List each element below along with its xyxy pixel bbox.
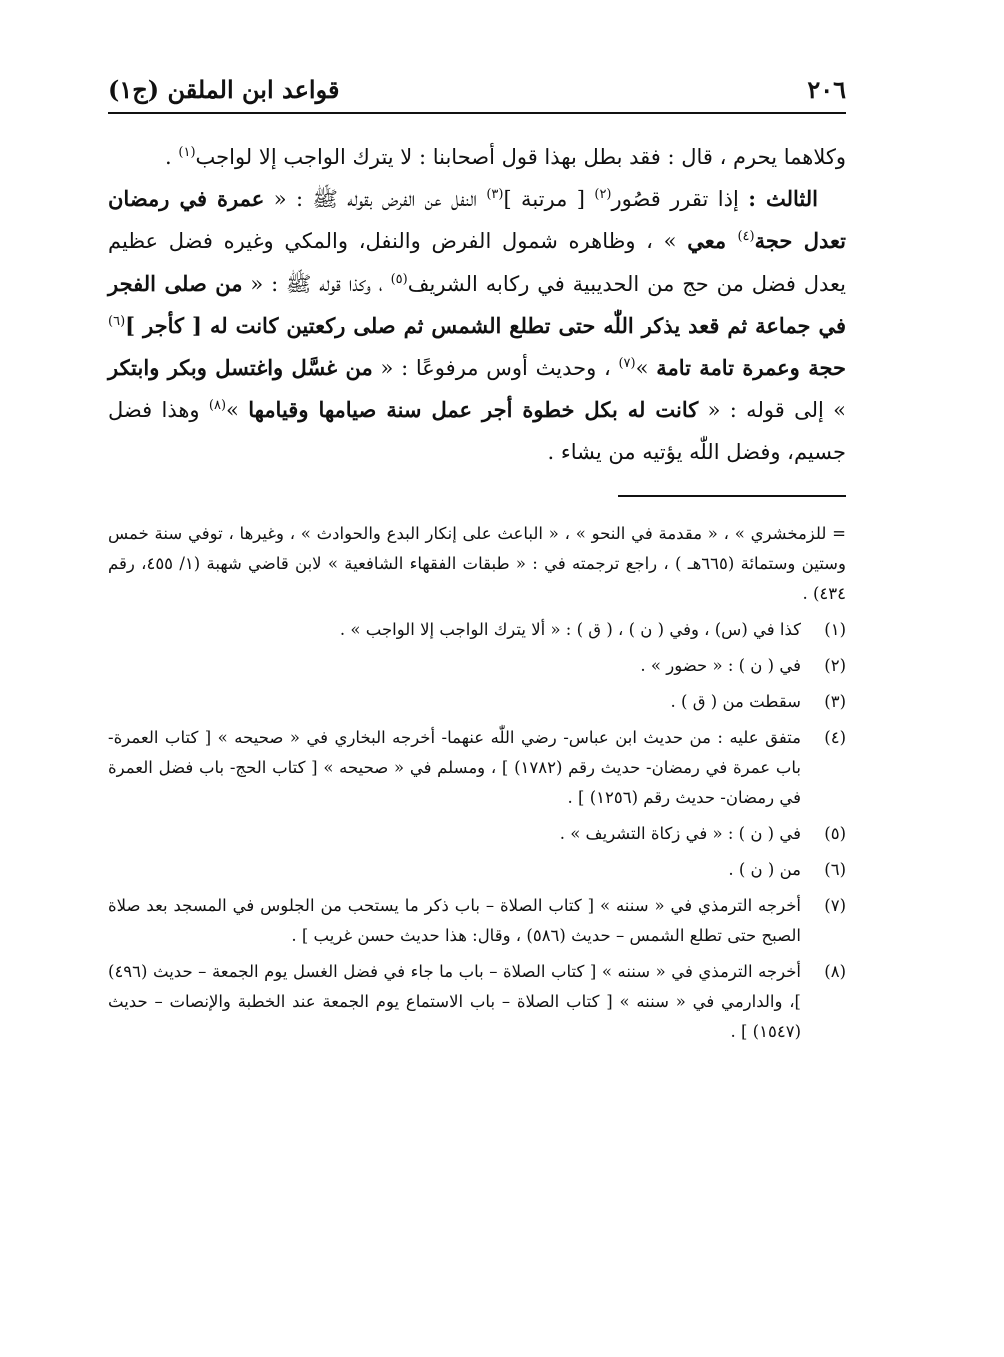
footnote-text: أخرجه الترمذي في « سننه » [ كتاب الصلاة – باب ذكر ما يستحب من الجلوس في المسجد بعد صلاة الصبح حتى تطلع الشمس – حديث (٥٨٦) ، وقال: هذا حديث حسن غريب ] .: [108, 895, 801, 945]
page-number: ٢٠٦: [807, 74, 846, 104]
footnote-number: (٣): [824, 691, 846, 711]
footnote-number: (٤): [824, 727, 846, 747]
footnote: [108, 615, 846, 645]
text-run: » ، وظاهره شمول الفرض والنفل، والمكي وغيره فضل عظيم يعدل فضل من حج من الحديبية في ركابه الشريف: [108, 229, 846, 296]
hadith-quote: معي: [687, 228, 738, 254]
text-run: »: [635, 356, 657, 381]
text-run: »: [226, 398, 249, 423]
paragraph-1: [108, 136, 846, 178]
footnotes: [108, 519, 846, 1047]
text-run: .: [165, 145, 179, 169]
text-run: إذا تقرر قصُور: [611, 187, 749, 212]
footnote: [108, 687, 846, 717]
footnote-text: أخرجه الترمذي في « سننه » [ كتاب الصلاة – باب ما جاء في فضل الغسل يوم الجمعة – حديث (٤٩٦) ]، والدارمي في « سننه » [ كتاب الصلاة – باب الاستماع يوم الجمعة عند الخطبة والإنصات – حديث (١٥٤٧) ] .: [108, 961, 801, 1041]
footnote-ref: (٥): [390, 271, 408, 287]
footnote-text: سقطت من ( ق ) .: [670, 691, 801, 711]
footnote: [108, 651, 846, 681]
paragraph-2: [108, 178, 846, 473]
footnote-number: (١): [824, 619, 846, 639]
footnote-separator: [618, 495, 846, 497]
book-page: [108, 66, 846, 1053]
footnote-number: (٦): [824, 859, 846, 879]
footnote-text: متفق عليه : من حديث ابن عباس- رضي اللّٰه عنهما- أخرجه البخاري في « صحيحه » [ كتاب العمرة- باب عمرة في رمضان- حديث رقم (١٧٨٢) ] ، ومسلم في « صحيحه » [ كتاب الحج- باب فضل العمرة في رمضان- حديث رقم (١٢٥٦) ] .: [108, 727, 801, 807]
text-run: وكلاهما يحرم ، قال : فقد بطل بهذا قول أصحابنا : لا يترك الواجب إلا لواجب: [195, 145, 846, 169]
text-run: وهذا فضل جسيم، وفضل اللّٰه يؤتيه من يشاء .: [108, 398, 846, 465]
footnote-number: (٨): [824, 961, 846, 981]
running-title: قواعد ابن الملقن (ج١): [108, 74, 340, 104]
footnote-number: (٧): [824, 895, 846, 915]
header-rule: [108, 112, 846, 114]
text-run: ، وحديث أوس مرفوعًا : «: [372, 356, 619, 381]
footnote-number: (٥): [824, 823, 846, 843]
hadith-quote: كانت له بكل خطوة أجر عمل سنة صيامها وقيامها: [248, 397, 699, 423]
footnote-text: من ( ن ) .: [728, 859, 801, 879]
hadith-quote: من صلى الفجر في جماعة ثم قعد يذكر اللّٰه حتى تطلع الشمس ثم صلى ركعتين كانت له: [108, 270, 846, 338]
footnote-text: كذا في (س) ، وفي ( ن ) ، ( ق ) : « ألا يترك الواجب إلا الواجب » .: [339, 619, 801, 639]
hadith-quote: من غسَّل واغتسل وبكر وابتكر: [108, 355, 373, 381]
main-text: [108, 136, 846, 474]
footnote-ref: (٧): [618, 356, 636, 372]
hadith-quote: حجة وعمرة تامة تامة: [656, 355, 846, 381]
running-header: [108, 66, 846, 112]
text-run: النفل عن الفرض بقوله ﷺ : «: [264, 187, 487, 212]
text-run: ، وكذا قوله ﷺ : «: [242, 271, 391, 296]
footnote: [108, 957, 846, 1047]
hadith-quote: عمرة في رمضان تعدل حجة: [108, 186, 846, 254]
footnote: [108, 819, 846, 849]
footnote-ref: (٣): [486, 187, 504, 203]
text-run: [ كأجر ]: [125, 312, 210, 338]
section-lead: الثالث :: [748, 186, 818, 212]
footnote-ref: (٤): [737, 229, 755, 245]
footnote-ref: (٦): [108, 313, 126, 329]
footnote-ref: (٨): [208, 398, 227, 414]
footnote: [108, 891, 846, 951]
footnote: [108, 723, 846, 813]
footnote-number: (٢): [824, 655, 846, 675]
footnote-ref: (٢): [594, 187, 612, 203]
text-run: » إلى قوله : «: [698, 398, 846, 423]
footnote-text: في ( ن ) : « في زكاة التشريف » .: [559, 823, 801, 843]
footnote-ref: (١): [178, 145, 196, 160]
text-run: [ مرتبة ]: [503, 187, 595, 212]
footnote-continuation: = للزمخشري » ، « مقدمة في النحو » ، « الباعث على إنكار البدع والحوادث » ، وغيرها ، توفي سنة خمس وستين وستمائة (٦٦٥هـ ) ، راجع ترجمته في : « طبقات الفقهاء الشافعية » لابن قاضي شهبة (١/ ٤٥٥، رقم ٤٣٤) .: [108, 523, 846, 603]
footnote: [108, 855, 846, 885]
footnote-text: في ( ن ) : « حضور » .: [640, 655, 801, 675]
